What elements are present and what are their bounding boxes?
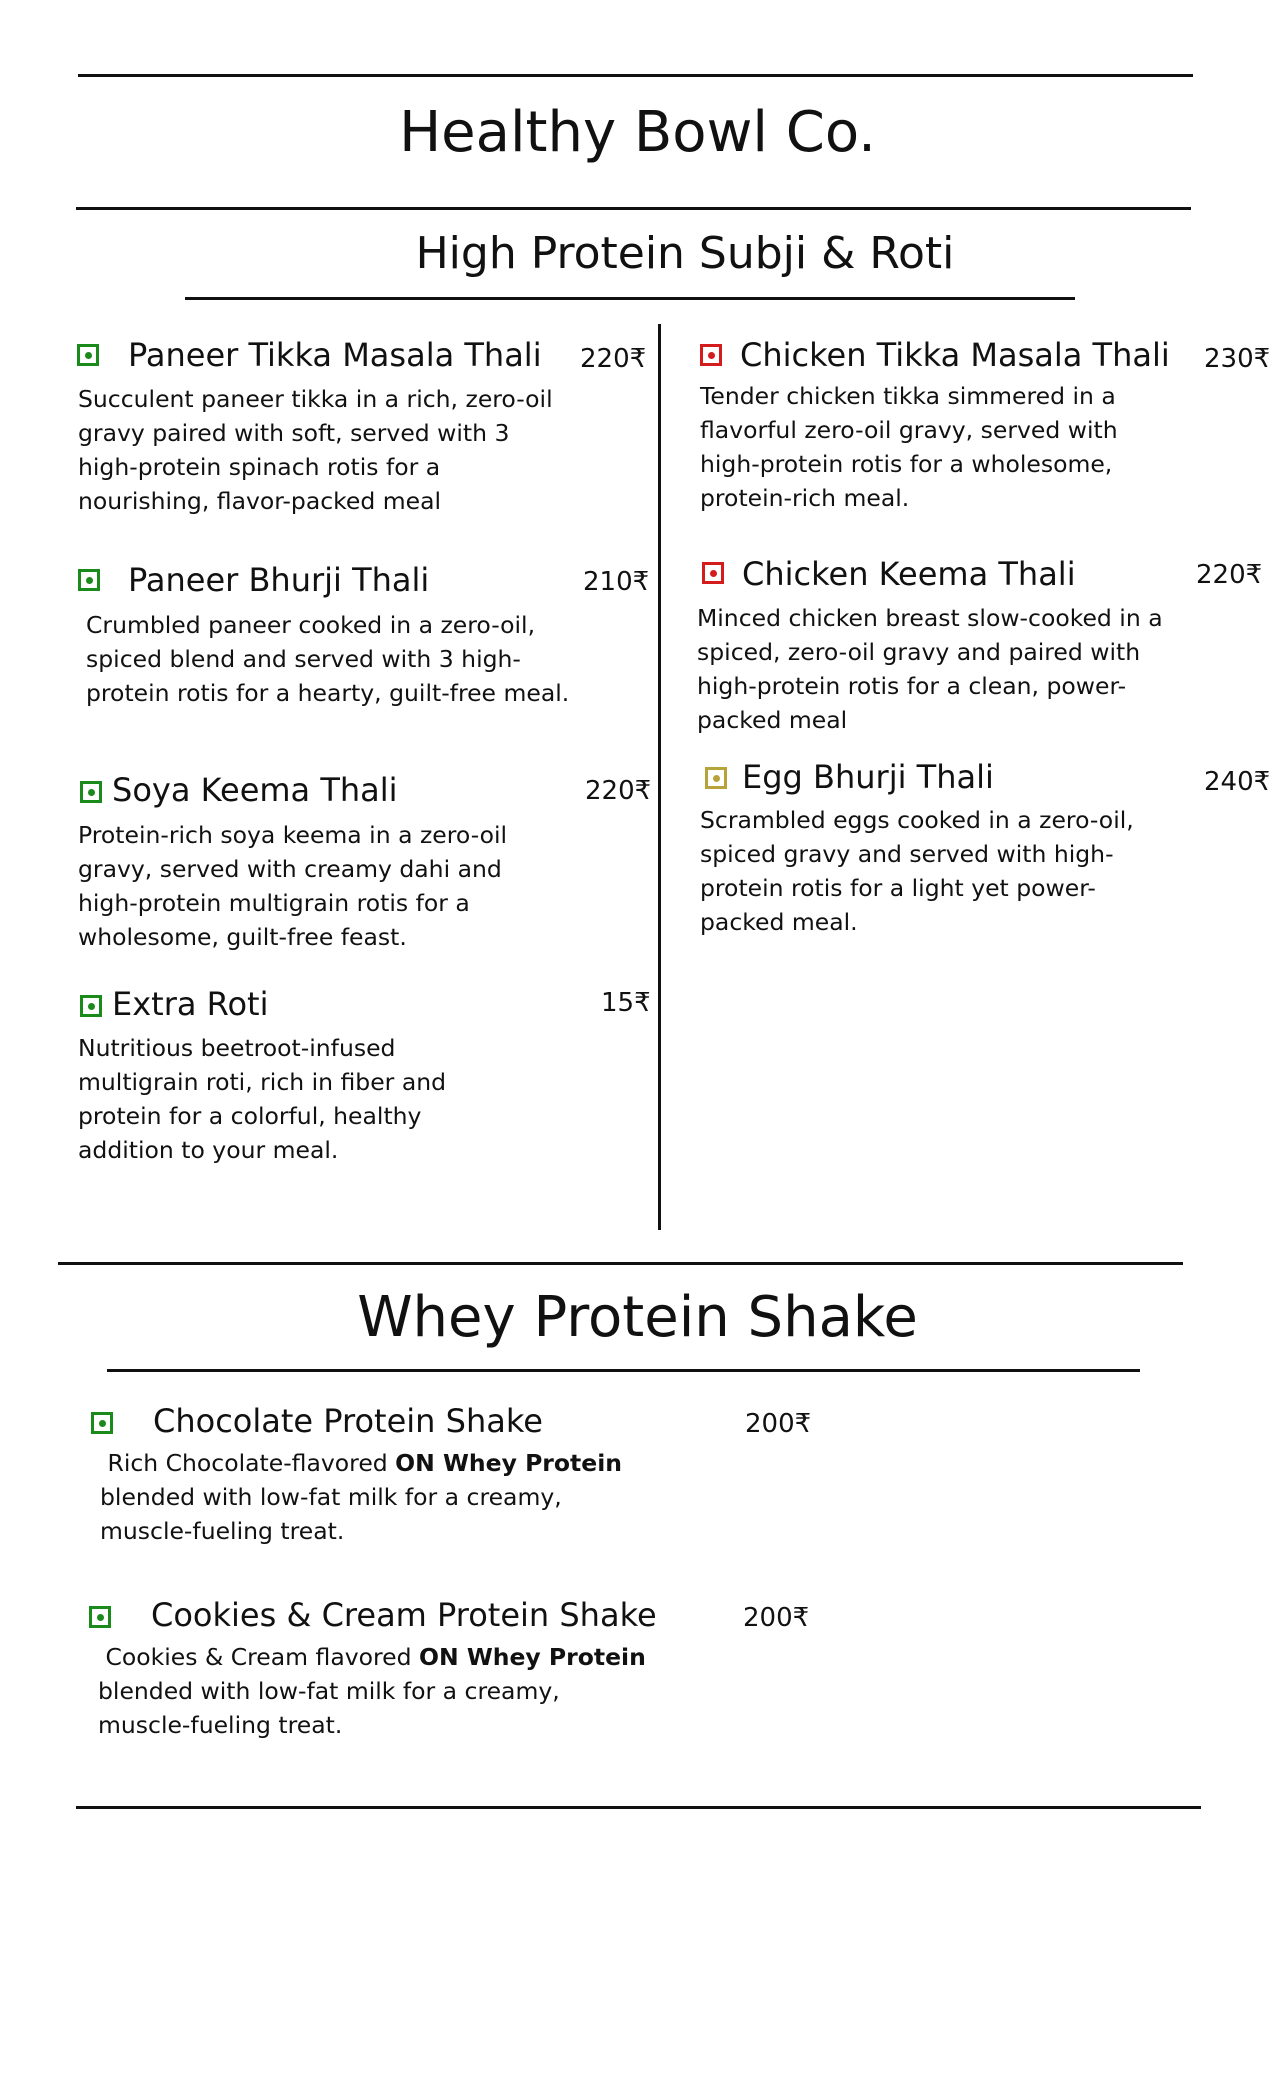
item-name: Chicken Keema Thali — [742, 555, 1076, 593]
item-name: Extra Roti — [112, 985, 269, 1023]
veg-mark-icon — [89, 1606, 111, 1628]
nonveg-mark-icon — [702, 562, 724, 584]
item-name: Soya Keema Thali — [112, 771, 398, 809]
item-name: Chocolate Protein Shake — [153, 1402, 543, 1440]
item-description: Scrambled eggs cooked in a zero-oil, spiced gravy and served with high-protein rotis for a light yet power-packed meal. — [700, 806, 1134, 936]
item-name: Paneer Bhurji Thali — [128, 561, 430, 599]
restaurant-name: Healthy Bowl Co. — [399, 100, 876, 165]
nonveg-mark-icon — [700, 344, 722, 366]
column-divider — [658, 324, 661, 1230]
item-price: 200₹ — [743, 1603, 810, 1633]
item-price: 210₹ — [583, 567, 650, 597]
item-description — [98, 1640, 658, 1742]
item-description: Succulent paneer tikka in a rich, zero-oil gravy paired with soft, served with 3 high-protein spinach rotis for a nourishing, flavor-packed meal — [78, 385, 553, 515]
desc-text: Rich Chocolate-flavored — [107, 1449, 396, 1477]
item-description — [100, 1446, 660, 1548]
top-divider — [78, 74, 1193, 77]
item-description: Crumbled paneer cooked in a zero-oil, spiced blend and served with 3 high-protein rotis for a hearty, guilt-free meal. — [86, 611, 570, 707]
section-whey-underline — [107, 1369, 1140, 1372]
veg-mark-icon — [77, 344, 99, 366]
item-price: 220₹ — [585, 776, 652, 806]
desc-brand: ON Whey Protein — [395, 1449, 623, 1477]
section-title-subji: High Protein Subji & Roti — [415, 228, 955, 279]
item-name: Cookies & Cream Protein Shake — [151, 1596, 657, 1634]
veg-mark-icon — [80, 995, 102, 1017]
veg-mark-icon — [80, 781, 102, 803]
item-price: 220₹ — [580, 344, 647, 374]
item-description: Protein-rich soya keema in a zero-oil gravy, served with creamy dahi and high-protein multigrain rotis for a wholesome, guilt-free feast. — [78, 821, 508, 951]
item-name: Egg Bhurji Thali — [742, 758, 994, 796]
section-divider — [58, 1262, 1183, 1265]
item-price: 15₹ — [601, 988, 651, 1018]
item-name: Paneer Tikka Masala Thali — [128, 336, 542, 374]
item-price: 200₹ — [745, 1409, 812, 1439]
item-price: 240₹ — [1204, 767, 1271, 797]
item-description: Minced chicken breast slow-cooked in a spiced, zero-oil gravy and paired with high-protein rotis for a clean, power-packed meal — [697, 604, 1163, 734]
item-description: Tender chicken tikka simmered in a flavorful zero-oil gravy, served with high-protein rotis for a wholesome, protein-rich meal. — [700, 382, 1118, 512]
title-divider — [76, 207, 1191, 210]
desc-brand: ON Whey Protein — [419, 1643, 646, 1671]
bottom-divider — [76, 1806, 1201, 1809]
veg-mark-icon — [91, 1412, 113, 1434]
item-name: Chicken Tikka Masala Thali — [740, 336, 1170, 374]
egg-mark-icon — [705, 767, 727, 789]
item-price: 220₹ — [1196, 560, 1263, 590]
desc-text: blended with low-fat milk for a creamy, muscle-fueling treat. — [100, 1483, 562, 1545]
desc-text: Cookies & Cream flavored — [105, 1643, 420, 1671]
section-title-whey: Whey Protein Shake — [357, 1285, 918, 1350]
desc-text: blended with low-fat milk for a creamy, muscle-fueling treat. — [98, 1677, 560, 1739]
item-price: 230₹ — [1204, 344, 1271, 374]
section-subji-underline — [185, 297, 1075, 300]
veg-mark-icon — [78, 569, 100, 591]
item-description: Nutritious beetroot-infused multigrain roti, rich in fiber and protein for a colorful, healthy addition to your meal. — [78, 1034, 447, 1164]
